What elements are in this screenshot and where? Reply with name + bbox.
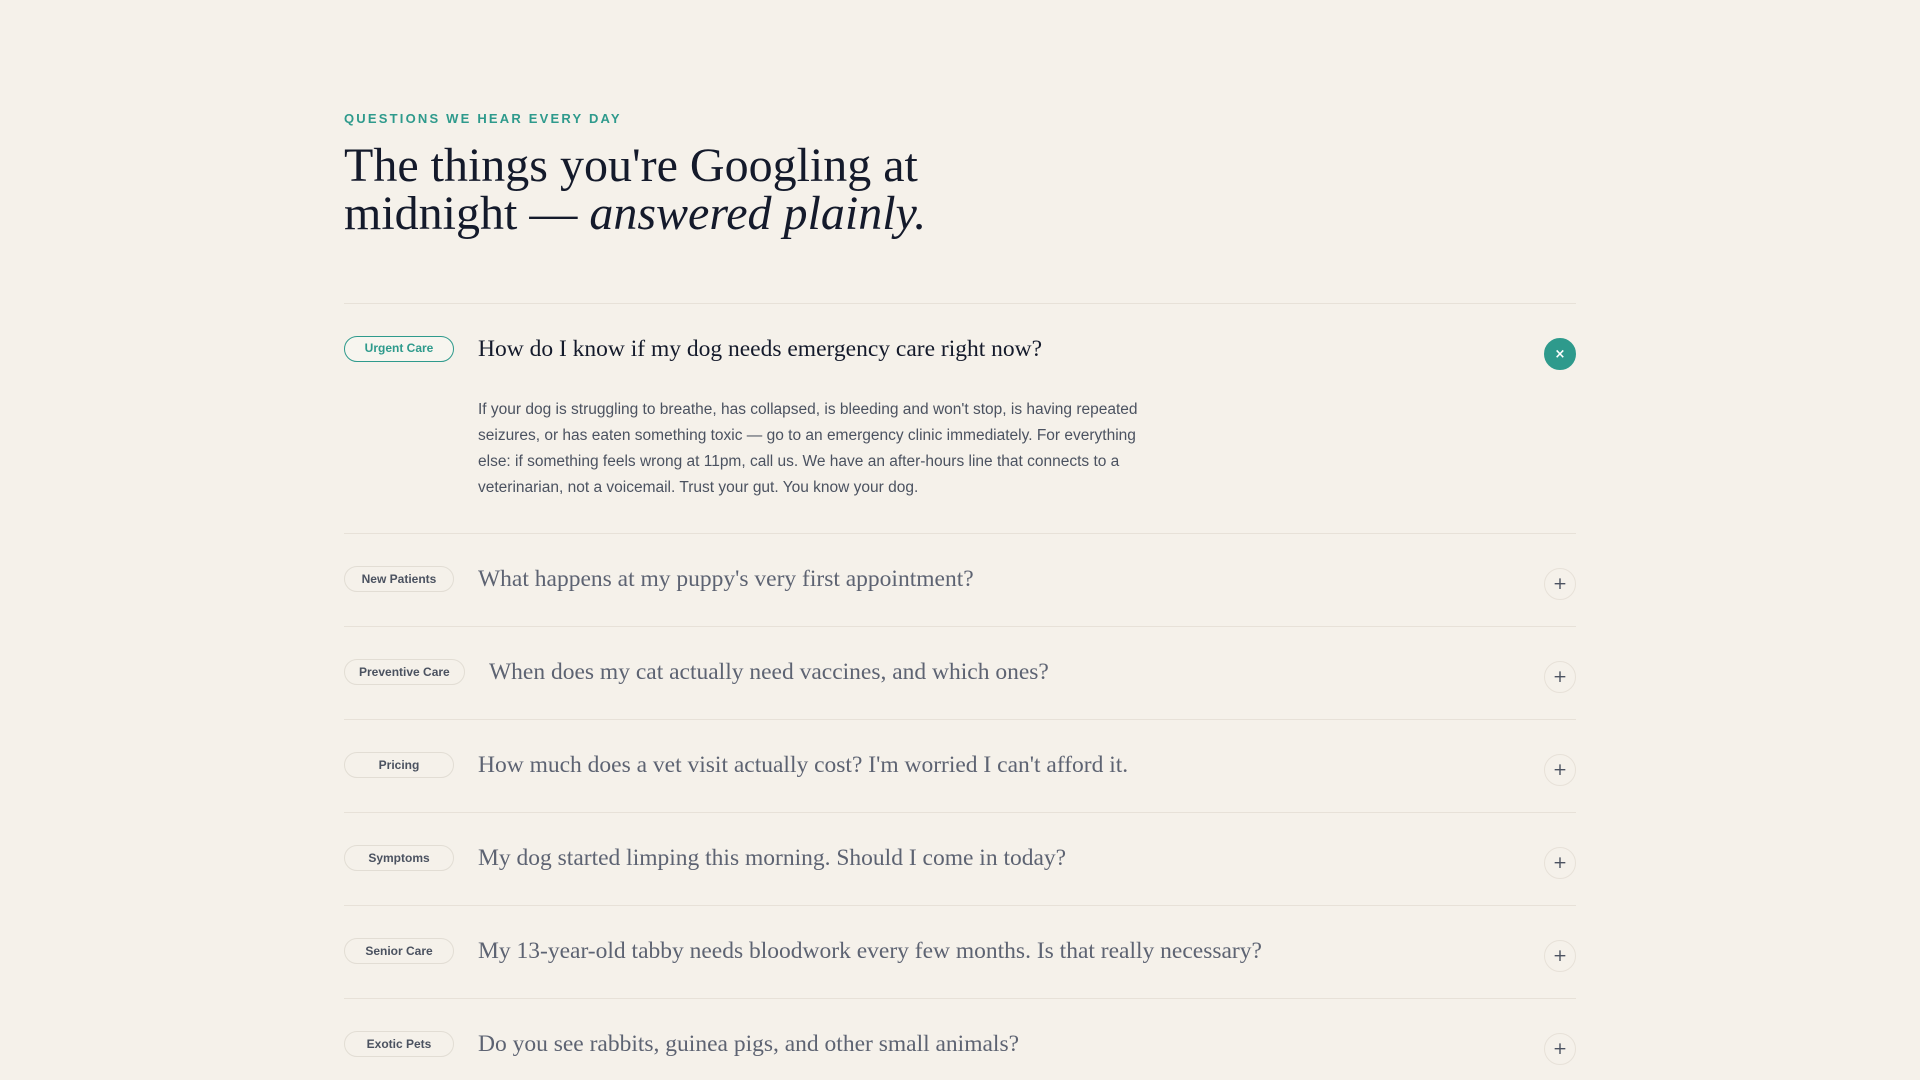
faq-item [344, 534, 1576, 627]
plus-icon[interactable]: + [1544, 847, 1576, 879]
section-headline [344, 139, 1144, 240]
faq-list [344, 303, 1576, 1080]
faq-question[interactable]: My 13-year-old tabby needs bloodwork every few months. Is that really necessary? [478, 938, 1262, 964]
faq-tag: New Patients [344, 566, 454, 592]
faq-item [344, 906, 1576, 999]
faq-item [344, 304, 1576, 534]
headline-line-2: midnight — [344, 187, 590, 240]
faq-item [344, 720, 1576, 813]
faq-tag: Senior Care [344, 938, 454, 964]
faq-question[interactable]: How do I know if my dog needs emergency care right now? [478, 336, 1043, 362]
faq-tag: Pricing [344, 752, 454, 778]
faq-tag: Exotic Pets [344, 1031, 454, 1057]
plus-icon[interactable]: + [1544, 568, 1576, 600]
faq-question[interactable]: What happens at my puppy's very first appointment? [478, 566, 974, 592]
plus-icon[interactable]: + [1544, 661, 1576, 693]
faq-item [344, 627, 1576, 720]
faq-answer: If your dog is struggling to breathe, has collapsed, is bleeding and won't stop, is having repeated seizures, or has eaten something toxic — go to an emergency clinic immediately. For everything else: if something feels wrong at 11pm, call us. We have an after-hours line that connects to a veterinarian, not a voicemail. Trust your gut. You know your dog. [478, 401, 1138, 496]
faq-question[interactable]: My dog started limping this morning. Should I come in today? [478, 845, 1067, 871]
faq-tag: Preventive Care [344, 659, 465, 685]
plus-icon[interactable]: + [1544, 940, 1576, 972]
faq-tag: Symptoms [344, 845, 454, 871]
faq-question[interactable]: Do you see rabbits, guinea pigs, and other small animals? [478, 1031, 1020, 1057]
close-icon[interactable]: × [1544, 338, 1576, 370]
headline-emphasis: answered plainly. [589, 187, 927, 240]
section-eyebrow: QUESTIONS WE HEAR EVERY DAY [344, 111, 622, 126]
plus-icon[interactable]: + [1544, 1033, 1576, 1065]
plus-icon[interactable]: + [1544, 754, 1576, 786]
faq-tag: Urgent Care [344, 336, 454, 362]
faq-question[interactable]: How much does a vet visit actually cost? I'm worried I can't afford it. [478, 752, 1129, 778]
faq-item [344, 999, 1576, 1080]
headline-line-1: The things you're Googling at [344, 139, 918, 192]
faq-item [344, 813, 1576, 906]
faq-question[interactable]: When does my cat actually need vaccines, and which ones? [489, 659, 1049, 685]
